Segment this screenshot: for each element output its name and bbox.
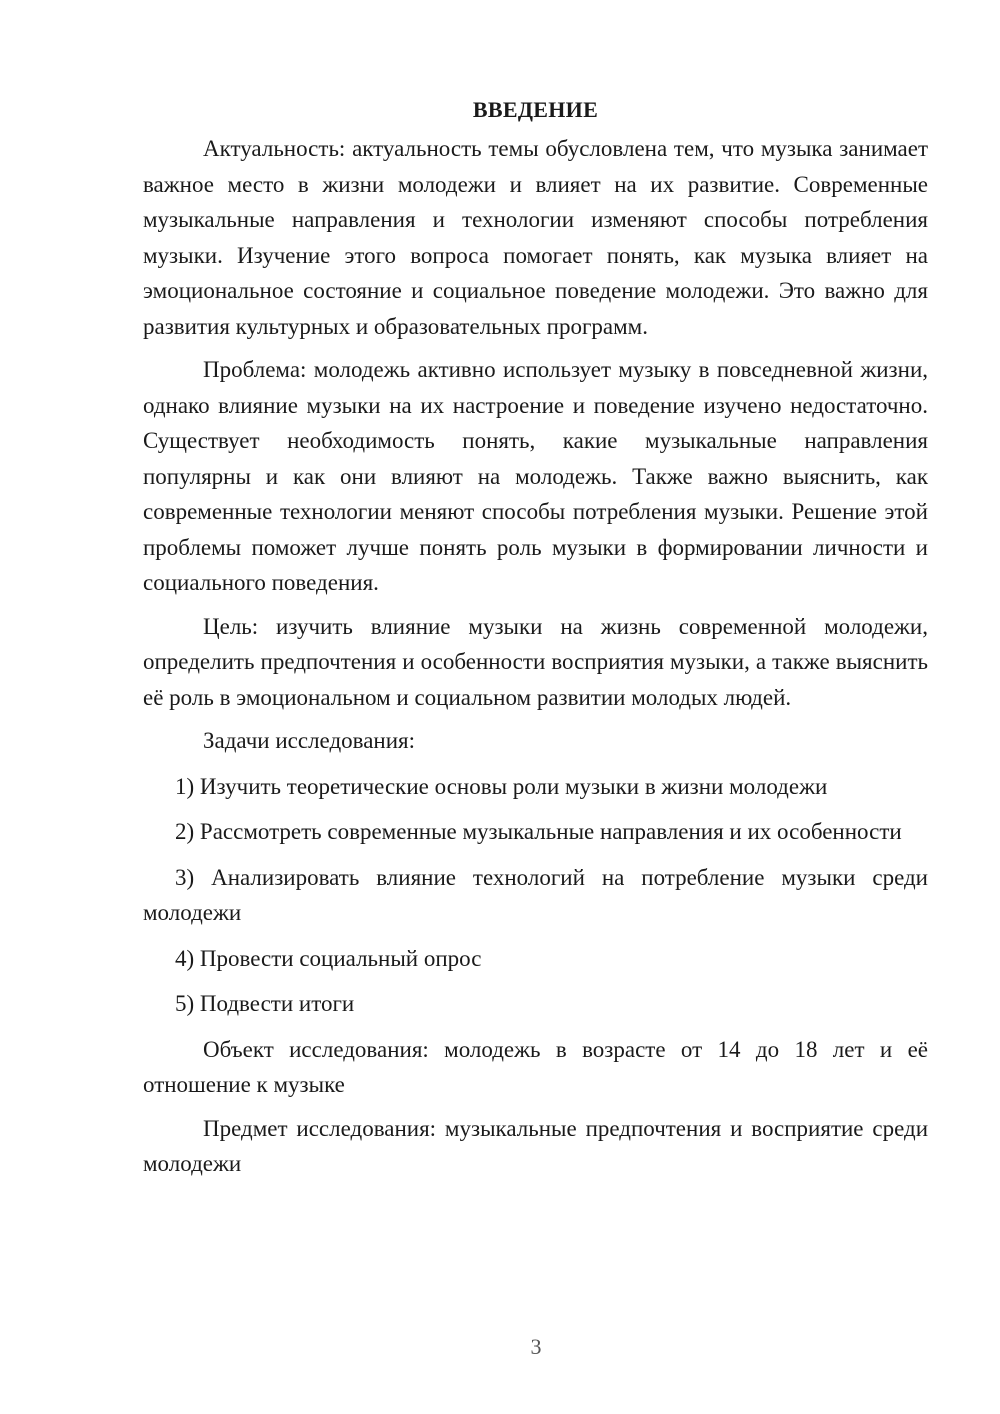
task-item-4: 4) Провести социальный опрос	[175, 945, 482, 971]
task-item-5: 5) Подвести итоги	[175, 991, 355, 1016]
page-title: ВВЕДЕНИЕ	[472, 97, 599, 122]
problem-paragraph: Проблема: молодежь активно использует музыку в повседневной жизни, однако влияние музыки на их настроение и поведение изучено недостаточно. Существует необходимость понять, какие музыкальные направления популярны и как они влияют на молодежь. Также важно выяснить, как современные технологии меняют способы потребления музыки. Решение этой проблемы поможет лучше понять роль музыки в формировании личности и социального поведения.	[143, 357, 928, 595]
subject-paragraph: Предмет исследования: музыкальные предпочтения и восприятие среди молодежи	[143, 1115, 928, 1176]
task-item-2: 2) Рассмотреть современные музыкальные направления и их особенности	[175, 819, 902, 844]
task-item-1: 1) Изучить теоретические основы роли музыки в жизни молодежи	[175, 773, 828, 799]
page-number: 3	[530, 1334, 542, 1359]
tasks-label: Задачи исследования:	[203, 728, 416, 753]
goal-paragraph: Цель: изучить влияние музыки на жизнь современной молодежи, определить предпочтения и особенности восприятия музыки, а также выяснить её роль в эмоциональном и социальном развитии молодых людей.	[143, 613, 928, 710]
relevance-paragraph: Актуальность: актуальность темы обусловлена тем, что музыка занимает важное место в жизни молодежи и влияет на их развитие. Современные музыкальные направления и технологии изменяют способы потребления музыки. Изучение этого вопроса помогает понять, как музыка влияет на эмоциональное состояние и социальное поведение молодежи. Это важно для развития культурных и образовательных программ.	[143, 136, 928, 339]
task-item-3: 3) Анализировать влияние технологий на потребление музыки среди молодежи	[143, 864, 928, 925]
document-page	[143, 92, 928, 1190]
object-paragraph: Объект исследования: молодежь в возрасте от 14 до 18 лет и её отношение к музыке	[143, 1036, 928, 1097]
